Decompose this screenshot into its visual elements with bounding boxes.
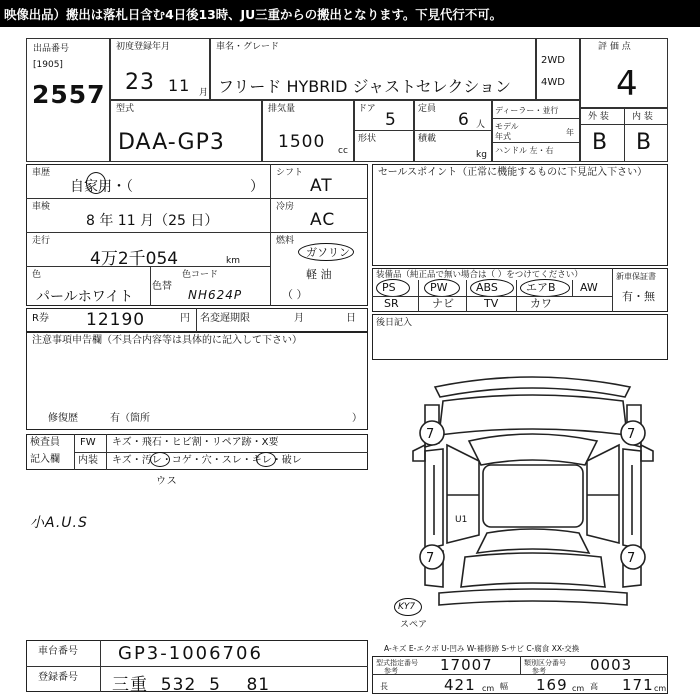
inspector-sign: 小A.U.S <box>30 515 88 531</box>
equip-pw: PW <box>430 281 448 294</box>
doors-label: ドア <box>358 104 376 114</box>
int-grade: B <box>636 130 653 155</box>
reg-no-value: 三重 532 5 81 <box>112 675 271 695</box>
length-value: 421 <box>444 676 476 694</box>
ac-label: 冷房 <box>276 202 295 212</box>
int-label: 内 装 <box>632 112 653 122</box>
recycle-row <box>26 308 368 332</box>
mark-u1: U1 <box>455 515 468 525</box>
height-label: 高 <box>590 682 598 691</box>
sales-point-label: セールスポイント（正常に機能するものに下見記入下さい） <box>378 167 648 178</box>
car-name-label: 車名・グレード <box>216 42 280 52</box>
fw-items: キズ・飛石・ヒビ割・リペア跡・X要 <box>112 437 279 448</box>
after-fill-label: 後日記入 <box>376 318 413 328</box>
width-value: 169 <box>536 676 568 694</box>
equipment-label: 装備品（純正品で無い場合は（ ）をつけてください） <box>376 270 583 280</box>
model-value: DAA-GP3 <box>118 130 225 155</box>
color-change-label: 色替 <box>152 281 172 292</box>
lot-sub: [1905] <box>33 60 63 70</box>
lot-number: 2557 <box>32 80 106 109</box>
year-label: 年式 <box>495 132 511 141</box>
history-value: 自家用・（ <box>70 179 133 195</box>
handle-label: ハンドル 左・右 <box>495 146 554 155</box>
mark-rl: 7 <box>426 551 435 566</box>
type-ref-label: 参考 <box>384 667 398 675</box>
ac-value: AC <box>310 210 336 230</box>
dirt-circle <box>150 452 170 467</box>
transfer-month: 月 <box>294 313 304 324</box>
recycle-label: R券 <box>32 313 49 324</box>
inspection-label: 車検 <box>32 202 51 212</box>
width-unit: cm <box>572 684 585 693</box>
equip-tv: TV <box>484 297 499 310</box>
repair-close: ） <box>352 413 362 424</box>
transfer-day: 日 <box>346 313 356 324</box>
type-no-label: 型式指定番号 <box>376 659 418 667</box>
equip-sr: SR <box>384 297 399 310</box>
color-code-label: 色コード <box>182 270 219 280</box>
inspector-label-2: 記入欄 <box>30 454 60 465</box>
equip-aw: AW <box>580 281 598 294</box>
color-label: 色 <box>32 270 42 280</box>
thin-note: ウス <box>156 476 178 487</box>
scuff-circle <box>256 452 276 467</box>
first-reg-month: 11 <box>168 76 191 95</box>
fuel-diesel: 軽 油 <box>306 268 332 281</box>
lot-label: 出品番号 <box>33 44 70 54</box>
after-fill-box <box>372 314 668 360</box>
airbag-circle <box>520 279 570 297</box>
repair-label: 修復歴 <box>48 413 78 424</box>
doors-value: 5 <box>385 110 397 130</box>
shift-value: AT <box>310 176 333 196</box>
score-label: 評 価 点 <box>598 42 631 52</box>
inspection-value: 8 年 11 月（25 日） <box>86 213 219 229</box>
capacity-label: 定員 <box>418 104 437 114</box>
equip-leather: カワ <box>530 297 552 310</box>
notes-label: 注意事項申告欄（不具合内容等は具体的に記入して下さい） <box>32 335 302 346</box>
year-unit: 年 <box>566 128 574 137</box>
repair-value: 有（箇所 <box>110 413 150 424</box>
model-year-label: モデル <box>495 122 519 131</box>
int-label-row: 内装 <box>78 455 98 466</box>
sales-point-box <box>372 164 668 266</box>
fuel-label: 燃料 <box>276 236 295 246</box>
length-label: 長 <box>380 682 388 691</box>
mileage-value: 4万2千054 <box>90 249 179 269</box>
displacement-label: 排気量 <box>268 104 296 114</box>
shift-label: シフト <box>276 168 304 178</box>
chassis-label: 車台番号 <box>38 646 78 657</box>
mark-rr: 7 <box>627 551 636 566</box>
fw-label: FW <box>80 437 96 448</box>
capacity-value: 6 <box>458 110 470 130</box>
ext-label: 外 装 <box>588 112 609 122</box>
damage-legend: A-キズ E-エクボ U-凹み W-補修跡 S-サビ C-腐食 XX-交換 <box>384 644 580 653</box>
private-use-circle <box>86 172 106 194</box>
cat-no-label: 類別区分番号 <box>524 659 566 667</box>
width-label: 幅 <box>500 682 508 691</box>
drive-cell <box>536 38 580 100</box>
first-reg-unit: 月 <box>199 88 209 98</box>
recycle-value: 12190 <box>86 310 146 330</box>
drive-4wd: 4WD <box>541 77 565 88</box>
equip-airbag: エアB <box>526 281 556 294</box>
warranty-value: 有・無 <box>622 290 655 303</box>
pw-circle <box>424 279 460 297</box>
reg-no-label: 登録番号 <box>38 672 78 683</box>
cat-ref-label: 参考 <box>532 667 546 675</box>
color-code-value: NH624P <box>188 288 243 302</box>
ps-circle <box>376 279 410 297</box>
height-value: 171 <box>622 676 654 694</box>
int-items: キズ・汚レ・コゲ・穴・スレ・キレ・破レ <box>112 455 302 466</box>
first-reg-year: 23 <box>125 70 155 95</box>
displacement-value: 1500 <box>278 132 326 152</box>
drive-2wd: 2WD <box>541 55 565 66</box>
type-no-value: 17007 <box>440 656 493 674</box>
history-close: ） <box>250 179 264 195</box>
fuel-other: （ ） <box>282 288 308 301</box>
abs-circle <box>470 279 514 297</box>
load-label: 積載 <box>418 134 437 144</box>
score-value: 4 <box>616 64 639 104</box>
history-label: 車歴 <box>32 168 51 178</box>
capacity-unit: 人 <box>476 120 486 130</box>
car-name-value: フリード HYBRID ジャストセレクション <box>218 77 512 96</box>
shape-label: 形状 <box>358 134 377 144</box>
mileage-label: 走行 <box>32 236 51 246</box>
ext-grade: B <box>592 130 609 155</box>
length-unit: cm <box>482 684 495 693</box>
equip-abs: ABS <box>476 281 498 294</box>
mark-fl: 7 <box>426 427 435 442</box>
transfer-label: 名変遅期限 <box>200 313 250 324</box>
banner-text: 映像出品）搬出は落札日含む4日後13時、JU三重からの搬出となります。下見代行不可。 <box>4 7 502 22</box>
spare-label: スペア <box>400 620 428 630</box>
spare-code: KY7 <box>398 602 416 612</box>
inspector-label-1: 検査員 <box>30 437 60 448</box>
height-unit: cm <box>654 684 667 693</box>
equip-navi: ナビ <box>432 297 454 310</box>
gasoline-circle <box>298 243 354 261</box>
chassis-value: GP3-1006706 <box>118 643 263 664</box>
car-damage-diagram <box>395 365 670 615</box>
equip-ps: PS <box>382 281 396 294</box>
mark-fr: 7 <box>627 427 636 442</box>
cat-no-value: 0003 <box>590 656 633 674</box>
fuel-gasoline: ガソリン <box>306 246 350 259</box>
recycle-unit: 円 <box>180 313 190 324</box>
warranty-label: 新車保証書 <box>616 272 656 281</box>
load-unit: kg <box>476 150 487 160</box>
dealer-label: ディーラー・並行 <box>495 106 559 115</box>
first-reg-label: 初度登録年月 <box>116 42 171 52</box>
model-label: 型式 <box>116 104 135 114</box>
mileage-unit: km <box>226 256 240 266</box>
displacement-unit: cc <box>338 146 348 156</box>
color-value: パールホワイト <box>36 289 134 305</box>
